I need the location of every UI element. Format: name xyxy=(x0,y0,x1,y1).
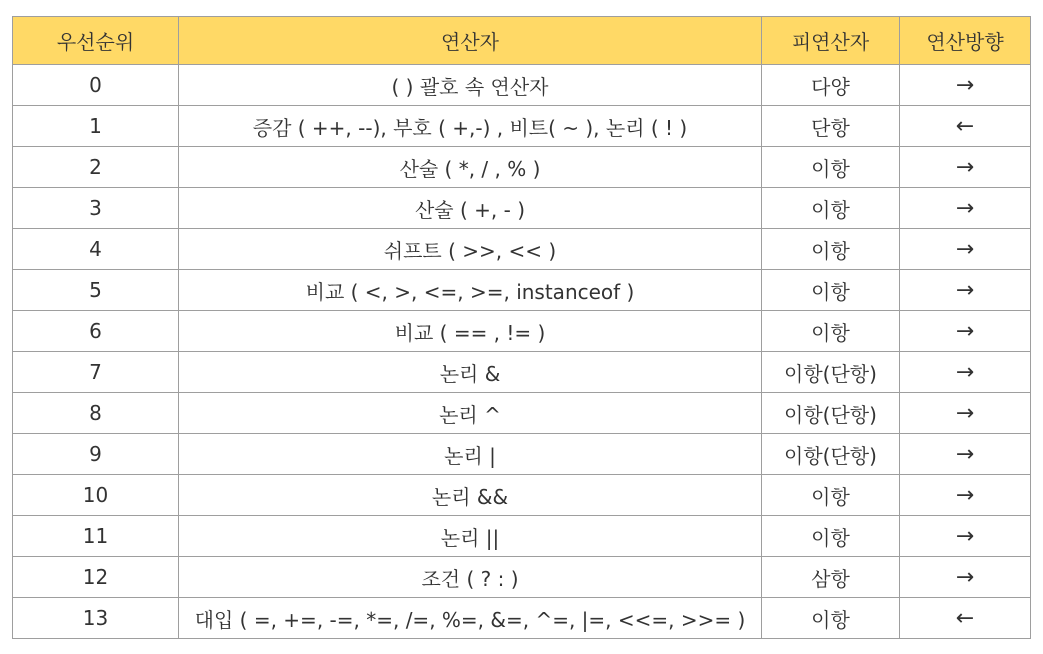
cell-operands: 이항(단항) xyxy=(762,434,900,475)
header-direction: 연산방향 xyxy=(900,17,1031,65)
cell-operands: 삼항 xyxy=(762,557,900,598)
cell-priority: 13 xyxy=(13,598,179,639)
cell-operator: 대입 ( =, +=, -=, *=, /=, %=, &=, ^=, |=, <<=, >>= ) xyxy=(179,598,762,639)
cell-operator: 논리 | xyxy=(179,434,762,475)
cell-priority: 10 xyxy=(13,475,179,516)
cell-operands: 이항 xyxy=(762,147,900,188)
cell-operator: 조건 ( ? : ) xyxy=(179,557,762,598)
table-row xyxy=(13,65,1031,106)
header-priority: 우선순위 xyxy=(13,17,179,65)
cell-direction-arrow-icon: → xyxy=(900,516,1031,557)
cell-priority: 2 xyxy=(13,147,179,188)
table-header-row xyxy=(13,17,1031,65)
cell-priority: 3 xyxy=(13,188,179,229)
table-row xyxy=(13,557,1031,598)
table-row xyxy=(13,475,1031,516)
table-row xyxy=(13,598,1031,639)
header-operands: 피연산자 xyxy=(762,17,900,65)
cell-operands: 이항 xyxy=(762,598,900,639)
cell-operands: 이항(단항) xyxy=(762,352,900,393)
cell-priority: 9 xyxy=(13,434,179,475)
table-row xyxy=(13,188,1031,229)
cell-priority: 4 xyxy=(13,229,179,270)
cell-operator: 논리 & xyxy=(179,352,762,393)
cell-priority: 6 xyxy=(13,311,179,352)
cell-direction-arrow-icon: → xyxy=(900,352,1031,393)
cell-direction-arrow-icon: → xyxy=(900,188,1031,229)
cell-operator: 논리 && xyxy=(179,475,762,516)
cell-operands: 이항(단항) xyxy=(762,393,900,434)
table-row xyxy=(13,106,1031,147)
cell-direction-arrow-icon: → xyxy=(900,311,1031,352)
cell-priority: 8 xyxy=(13,393,179,434)
cell-operator: ( ) 괄호 속 연산자 xyxy=(179,65,762,106)
cell-operands: 이항 xyxy=(762,516,900,557)
cell-direction-arrow-icon: → xyxy=(900,270,1031,311)
cell-priority: 7 xyxy=(13,352,179,393)
cell-operator: 산술 ( *, / , % ) xyxy=(179,147,762,188)
cell-operator: 쉬프트 ( >>, << ) xyxy=(179,229,762,270)
cell-priority: 11 xyxy=(13,516,179,557)
table-row xyxy=(13,352,1031,393)
cell-priority: 12 xyxy=(13,557,179,598)
cell-priority: 1 xyxy=(13,106,179,147)
table-row xyxy=(13,311,1031,352)
cell-operands: 이항 xyxy=(762,188,900,229)
cell-direction-arrow-icon: → xyxy=(900,557,1031,598)
cell-direction-arrow-icon: → xyxy=(900,434,1031,475)
cell-operands: 이항 xyxy=(762,270,900,311)
cell-direction-arrow-icon: ← xyxy=(900,598,1031,639)
cell-direction-arrow-icon: → xyxy=(900,475,1031,516)
cell-operands: 다양 xyxy=(762,65,900,106)
cell-direction-arrow-icon: ← xyxy=(900,106,1031,147)
cell-operator: 논리 ^ xyxy=(179,393,762,434)
operator-precedence-table-container xyxy=(12,16,1030,639)
table-row xyxy=(13,147,1031,188)
cell-operands: 단항 xyxy=(762,106,900,147)
table-row xyxy=(13,393,1031,434)
cell-direction-arrow-icon: → xyxy=(900,393,1031,434)
cell-operands: 이항 xyxy=(762,311,900,352)
cell-direction-arrow-icon: → xyxy=(900,229,1031,270)
cell-operator: 증감 ( ++, --), 부호 ( +,-) , 비트( ~ ), 논리 ( ! ) xyxy=(179,106,762,147)
cell-operands: 이항 xyxy=(762,475,900,516)
cell-operator: 비교 ( <, >, <=, >=, instanceof ) xyxy=(179,270,762,311)
cell-direction-arrow-icon: → xyxy=(900,65,1031,106)
cell-priority: 5 xyxy=(13,270,179,311)
header-operator: 연산자 xyxy=(179,17,762,65)
table-row xyxy=(13,434,1031,475)
cell-operator: 논리 || xyxy=(179,516,762,557)
operator-precedence-table xyxy=(12,16,1031,639)
cell-operator: 비교 ( == , != ) xyxy=(179,311,762,352)
table-row xyxy=(13,516,1031,557)
cell-operands: 이항 xyxy=(762,229,900,270)
cell-operator: 산술 ( +, - ) xyxy=(179,188,762,229)
table-row xyxy=(13,229,1031,270)
cell-direction-arrow-icon: → xyxy=(900,147,1031,188)
cell-priority: 0 xyxy=(13,65,179,106)
table-row xyxy=(13,270,1031,311)
